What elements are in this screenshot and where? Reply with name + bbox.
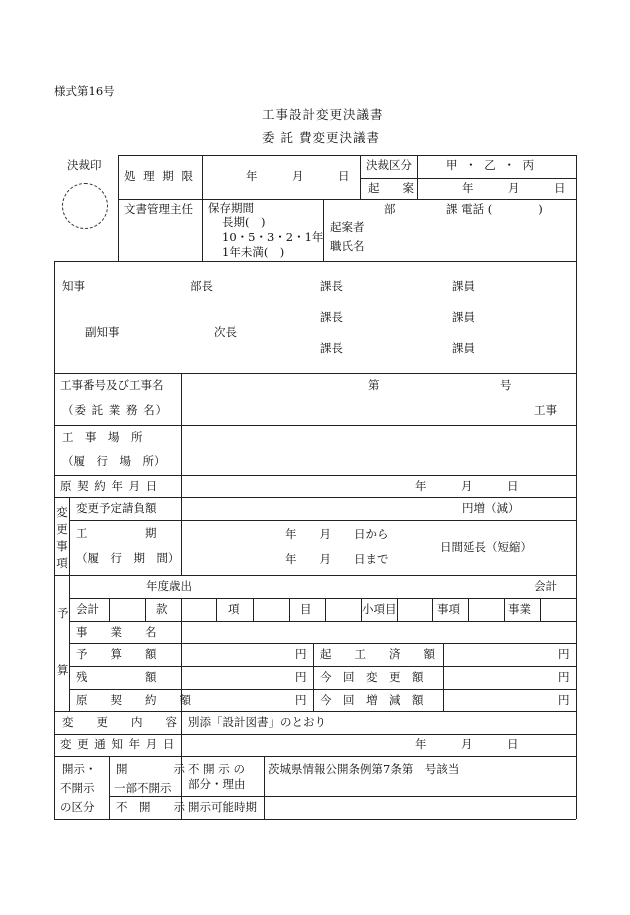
form-number: 様式第16号 bbox=[54, 84, 115, 98]
orig-contract-amount-label: 原 契 約 額 bbox=[76, 693, 191, 707]
drafted-label: 起 案 bbox=[368, 181, 414, 195]
title-commission-change: 委 託 費変更決議書 bbox=[262, 130, 380, 145]
budget-col-kou: 項 bbox=[228, 602, 240, 616]
started-amount-yen: 円 bbox=[558, 647, 570, 661]
processing-deadline-label: 処 理 期 限 bbox=[124, 169, 195, 183]
approval-governor: 知事 bbox=[62, 279, 85, 293]
this-increase-amount-yen: 円 bbox=[558, 693, 570, 707]
perform-place-label: （履 行 場 所） bbox=[62, 454, 166, 468]
increase-decrease-label: 円増（減） bbox=[462, 501, 520, 515]
extension-label: 日間延長（短縮） bbox=[440, 540, 532, 554]
decision-class-label: 決裁区分 bbox=[366, 158, 412, 172]
from-date: 年 月 日から bbox=[285, 527, 389, 541]
accounting-label: 会計 bbox=[534, 579, 557, 593]
change-content-label: 変 更 内 容 bbox=[62, 715, 177, 729]
approval-section-chief-3: 課長 bbox=[320, 341, 343, 355]
change-items-label: 変更事項 bbox=[56, 505, 68, 570]
approval-vice-governor: 副知事 bbox=[85, 325, 120, 339]
budget-col-matter: 事項 bbox=[437, 602, 460, 616]
title-design-change: 工事設計変更決議書 bbox=[262, 107, 384, 122]
drafted-date: 年 月 日 bbox=[462, 181, 566, 195]
fiscal-year-expense-label: 年度歳出 bbox=[146, 579, 192, 593]
work-suffix: 工事 bbox=[534, 403, 557, 417]
change-notice-date-label: 変 更 通 知 年 月 日 bbox=[60, 737, 176, 751]
budget-col-kan: 款 bbox=[156, 602, 168, 616]
approval-staff-2: 課員 bbox=[452, 310, 475, 324]
title-name-label: 職氏名 bbox=[330, 239, 365, 253]
processing-deadline-date: 年 月 日 bbox=[246, 169, 350, 183]
work-place-label: 工 事 場 所 bbox=[62, 430, 143, 444]
long-term-option: 長期( ) bbox=[222, 215, 266, 229]
work-number-name-label: 工事番号及び工事名 bbox=[60, 378, 164, 392]
change-notice-date-value: 年 月 日 bbox=[415, 737, 519, 751]
ordinance-text: 茨城県情報公開条例第7条第 号該当 bbox=[268, 762, 460, 776]
perform-period-label: （履 行 期 間） bbox=[76, 551, 180, 565]
this-change-amount-yen: 円 bbox=[558, 670, 570, 684]
seal-circle bbox=[62, 183, 108, 229]
nondisclosed-part-label-2: 部分・理由 bbox=[188, 777, 246, 791]
partial-disclose-option: 一部不開示 bbox=[114, 781, 172, 795]
commission-name-label: （委 託 業 務 名） bbox=[62, 403, 169, 417]
approval-deputy-director: 次長 bbox=[214, 325, 237, 339]
disclosure-label-3: の区分 bbox=[60, 800, 95, 814]
change-content-value: 別添「設計図書」のとおり bbox=[188, 715, 326, 729]
doc-manager-label: 文書管理主任 bbox=[124, 202, 193, 216]
number-prefix: 第 bbox=[368, 378, 380, 392]
balance-yen: 円 bbox=[295, 670, 307, 684]
retention-period-label: 保存期間 bbox=[208, 201, 254, 215]
budget-amount-yen: 円 bbox=[295, 647, 307, 661]
years-options: 10・5・3・2・1年 bbox=[222, 230, 324, 244]
period-label: 工 期 bbox=[76, 526, 157, 540]
budget-amount-label: 予 算 額 bbox=[76, 647, 157, 661]
number-suffix: 号 bbox=[500, 378, 512, 392]
project-name-label: 事 業 名 bbox=[76, 625, 157, 639]
under-one-year-option: 1年未満( ) bbox=[222, 245, 285, 259]
approval-staff-3: 課員 bbox=[452, 341, 475, 355]
budget-label-top: 予 bbox=[57, 606, 69, 620]
orig-contract-amount-yen: 円 bbox=[295, 693, 307, 707]
balance-label: 残 額 bbox=[76, 670, 157, 684]
started-amount-label: 起 工 済 額 bbox=[320, 647, 435, 661]
nondisclosed-part-label-1: 不 開 示 の bbox=[188, 762, 245, 776]
approval-section-chief-1: 課長 bbox=[320, 279, 343, 293]
budget-col-project: 事業 bbox=[508, 602, 531, 616]
approval-staff-1: 課員 bbox=[452, 279, 475, 293]
approval-director: 部長 bbox=[190, 279, 213, 293]
seal-label: 決裁印 bbox=[67, 158, 102, 172]
orig-contract-date-value: 年 月 日 bbox=[415, 479, 519, 493]
this-change-amount-label: 今 回 変 更 額 bbox=[320, 670, 424, 684]
budget-col-sub-item: 小項目 bbox=[362, 602, 397, 616]
budget-col-moku: 目 bbox=[300, 602, 312, 616]
disclosure-label-2: 不開示 bbox=[60, 781, 95, 795]
budget-col-accounting: 会計 bbox=[76, 602, 99, 616]
this-increase-amount-label: 今 回 増 減 額 bbox=[320, 693, 424, 707]
drafter-label: 起案者 bbox=[330, 220, 365, 234]
planned-contract-amount-label: 変更予定請負額 bbox=[76, 501, 157, 515]
approval-section-chief-2: 課長 bbox=[320, 310, 343, 324]
disclosable-time-label: 開示可能時期 bbox=[188, 800, 257, 814]
not-disclose-option: 不 開 示 bbox=[116, 800, 185, 814]
to-date: 年 月 日まで bbox=[285, 552, 389, 566]
dept-label: 部 bbox=[384, 202, 396, 216]
disclose-option: 開 示 bbox=[116, 762, 185, 776]
orig-contract-date-label: 原 契 約 年 月 日 bbox=[60, 479, 159, 493]
disclosure-label-1: 開示・ bbox=[62, 762, 97, 776]
decision-class-options: 甲 ・ 乙 ・ 丙 bbox=[446, 158, 537, 172]
section-phone-label: 課 電話 ( ) bbox=[446, 202, 543, 216]
budget-label-bottom: 算 bbox=[57, 663, 69, 677]
